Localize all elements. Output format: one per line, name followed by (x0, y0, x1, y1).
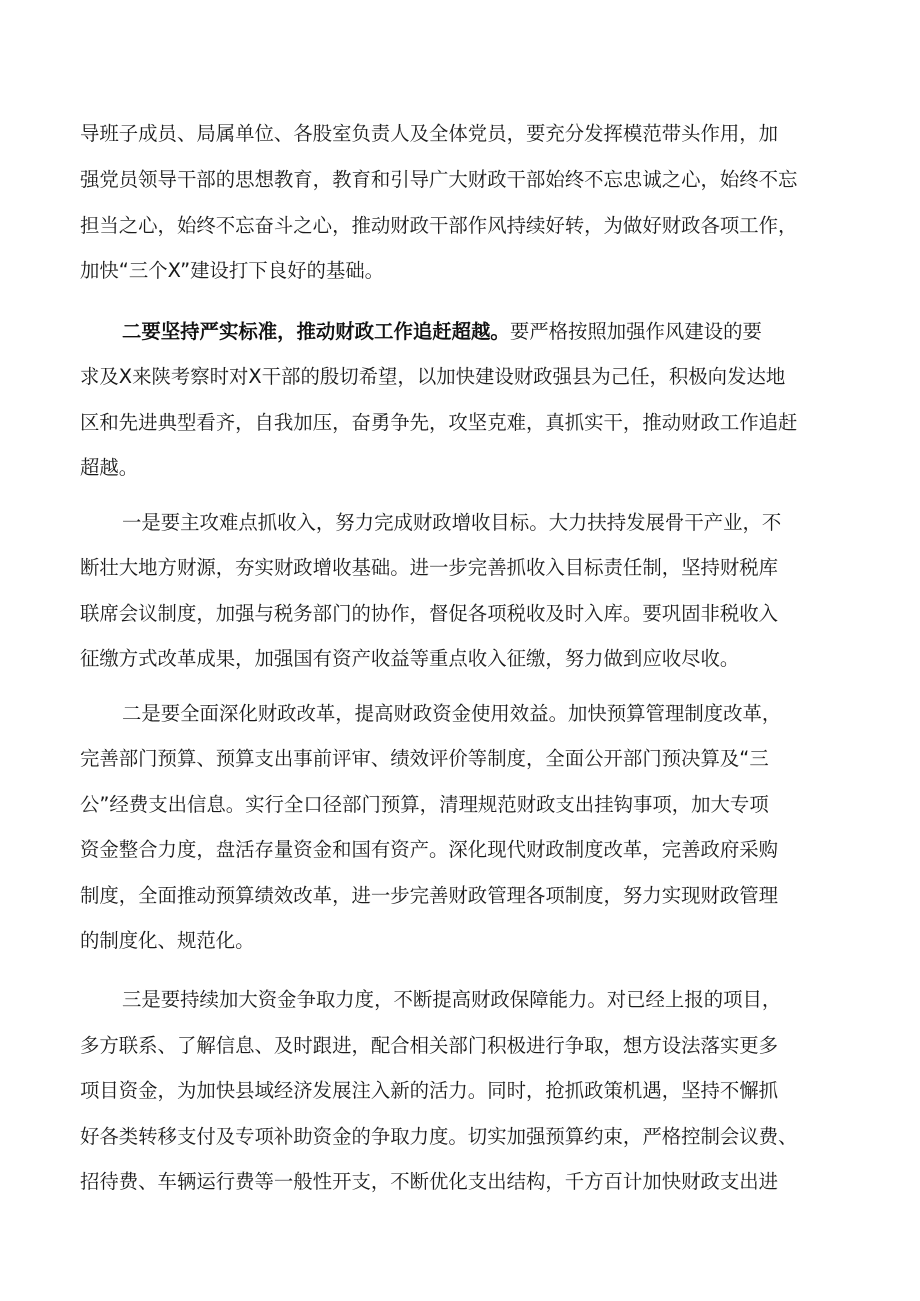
text-line: 求及X来陕考察时对X干部的殷切希望，以加快建设财政强县为己任，积极向发达地 (80, 365, 786, 388)
paragraph-first-line (122, 317, 762, 347)
text-line: 制度，全面推动预算绩效改革，进一步完善财政管理各项制度，努力实现财政管理 (80, 884, 779, 907)
text-line: 公”经费支出信息。实行全口径部门预算，清理规范财政支出挂钩事项，加大专项 (80, 793, 769, 816)
text-line: 区和先进典型看齐，自我加压，奋勇争先，攻坚克难，真抓实干，推动财政工作追赶 (80, 411, 798, 434)
text-line: 导班子成员、局属单位、各股室负责人及全体党员，要充分发挥模范带头作用，加 (80, 122, 779, 145)
paragraph-text: 要严格按照加强作风建设的要 (509, 320, 762, 343)
text-line: 的制度化、规范化。 (80, 929, 255, 952)
text-line: 加快“三个X”建设打下良好的基础。 (80, 259, 385, 282)
text-line: 资金整合力度，盘活存量资金和国有资产。深化现代财政制度改革，完善政府采购 (80, 838, 779, 861)
text-line: 三是要持续加大资金争取力度，不断提高财政保障能力。对已经上报的项目， (122, 988, 782, 1011)
text-line: 完善部门预算、预算支出事前评审、绩效评价等制度，全面公开部门预决算及“三 (80, 747, 769, 770)
text-line: 联席会议制度，加强与税务部门的协作，督促各项税收及时入库。要巩固非税收入 (80, 602, 779, 625)
text-line: 招待费、车辆运行费等一般性开支，不断优化支出结构，千方百计加快财政支出进 (80, 1170, 779, 1193)
text-line: 项目资金，为加快县域经济发展注入新的活力。同时，抢抓政策机遇，坚持不懈抓 (80, 1079, 779, 1102)
text-line: 二是要全面深化财政改革，提高财政资金使用效益。加快预算管理制度改革， (122, 702, 782, 725)
text-line: 一是要主攻难点抓收入，努力完成财政增收目标。大力扶持发展骨干产业，不 (122, 511, 782, 534)
text-line: 多方联系、了解信息、及时跟进，配合相关部门积极进行争取，想方设法落实更多 (80, 1034, 779, 1057)
text-line: 断壮大地方财源，夯实财政增收基础。进一步完善抓收入目标责任制，坚持财税库 (80, 556, 779, 579)
text-line: 超越。 (80, 456, 139, 479)
paragraph-lead: 二要坚持严实标准，推动财政工作追赶超越。 (122, 320, 510, 343)
text-line: 征缴方式改革成果，加强国有资产收益等重点收入征缴，努力做到应收尽收。 (80, 647, 740, 670)
text-line: 好各类转移支付及专项补助资金的争取力度。切实加强预算约束，严格控制会议费、 (80, 1125, 798, 1148)
text-line: 强党员领导干部的思想教育，教育和引导广大财政干部始终不忘忠诚之心，始终不忘 (80, 168, 798, 191)
text-line: 担当之心，始终不忘奋斗之心，推动财政干部作风持续好转，为做好财政各项工作， (80, 214, 798, 237)
